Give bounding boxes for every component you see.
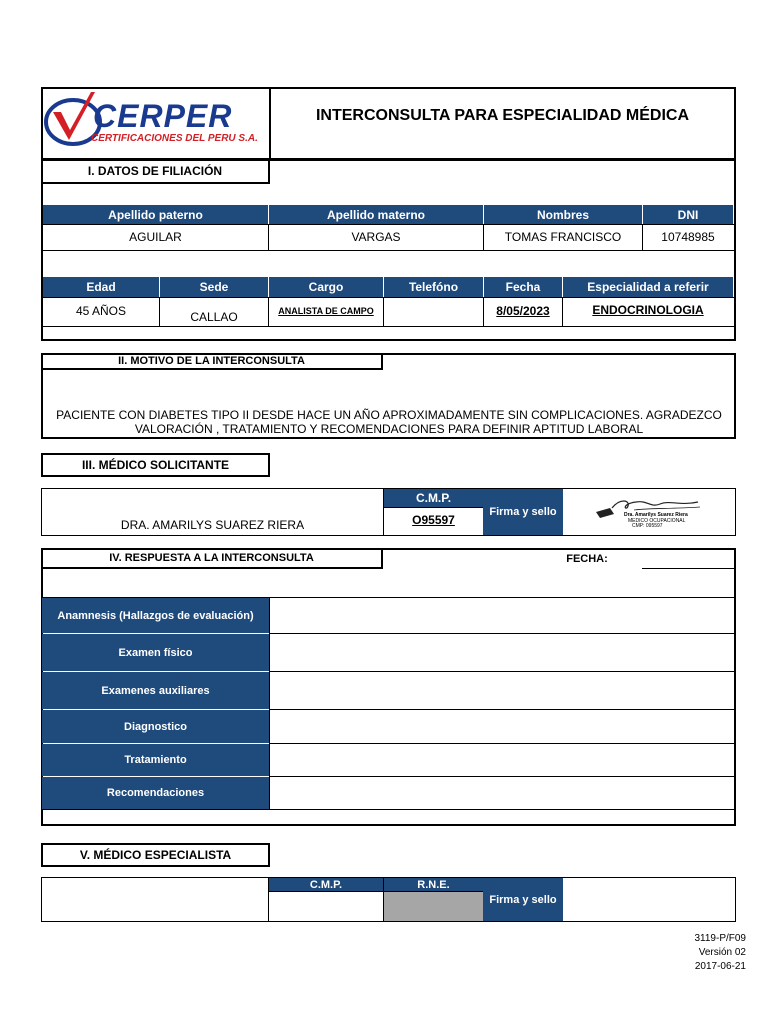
- section-1-title: I. DATOS DE FILIACIÓN: [42, 160, 270, 184]
- page-title: INTERCONSULTA PARA ESPECIALIDAD MÉDICA: [315, 107, 690, 124]
- header-telefono: Telefóno: [384, 277, 483, 297]
- header-apellido-paterno: Apellido paterno: [43, 205, 268, 224]
- motivo-line-1: PACIENTE CON DIABETES TIPO II DESDE HACE UN AÑO APROXIMADAMENTE SIN COMPLICACIONES. AGRADEZCO: [56, 408, 722, 422]
- value-telefono: [384, 301, 483, 321]
- value-fecha: 8/05/2023: [496, 304, 550, 318]
- header-nombres: Nombres: [484, 205, 642, 224]
- field-examenes-auxiliares[interactable]: [270, 672, 734, 709]
- motivo-line-2: VALORACIÓN , TRATAMIENTO Y RECOMENDACIONES PARA DEFINIR APTITUD LABORAL: [134, 422, 644, 436]
- field-diagnostico[interactable]: [270, 710, 734, 743]
- doctor-name: DRA. AMARILYS SUAREZ RIERA: [120, 518, 305, 532]
- form-code: 3119-P/F09: [694, 933, 746, 944]
- firma-label: Firma y sello: [483, 489, 563, 535]
- row-tratamiento: Tratamiento: [42, 744, 269, 776]
- especialista-rne-label: R.N.E.: [384, 878, 483, 891]
- field-examen-fisico[interactable]: [270, 634, 734, 671]
- especialista-cmp-field[interactable]: [269, 892, 383, 921]
- document-footer: [600, 932, 746, 974]
- field-recomendaciones[interactable]: [270, 777, 734, 809]
- value-apellido-materno: VARGAS: [351, 230, 401, 244]
- stamp-cmp: CMP: 095597: [632, 523, 663, 529]
- motivo-text: [44, 408, 734, 436]
- form-date: 2017-06-21: [694, 961, 746, 972]
- section-5-title: V. MÉDICO ESPECIALISTA: [41, 843, 270, 867]
- especialista-rne-field[interactable]: [384, 892, 483, 921]
- fecha-label: FECHA:: [566, 553, 608, 565]
- row-examen-fisico: Examen físico: [42, 634, 269, 671]
- stamp-role: MEDICO OCUPACIONAL: [628, 518, 686, 524]
- value-especialidad: ENDOCRINOLOGIA: [592, 303, 704, 317]
- header-dni: DNI: [643, 205, 733, 224]
- header-sede: Sede: [160, 277, 268, 297]
- cmp-label: C.M.P.: [384, 489, 483, 507]
- header-apellido-materno: Apellido materno: [269, 205, 483, 224]
- value-nombres: TOMAS FRANCISCO: [504, 230, 622, 244]
- value-dni: 10748985: [661, 230, 715, 244]
- value-apellido-paterno: AGUILAR: [129, 230, 182, 244]
- field-anamnesis[interactable]: [270, 598, 734, 633]
- especialista-firma-label: Firma y sello: [483, 878, 563, 921]
- section-2-title: II. MOTIVO DE LA INTERCONSULTA: [42, 354, 383, 370]
- fecha-line: [642, 568, 734, 569]
- cmp-value: O95597: [412, 513, 455, 527]
- company-logo: [43, 90, 267, 154]
- stamp-name: Dra. Amarilys Suarez Riera: [624, 512, 688, 518]
- doctor-stamp: [590, 494, 705, 530]
- value-cargo: ANALISTA DE CAMPO: [278, 306, 374, 316]
- field-tratamiento[interactable]: [270, 744, 734, 776]
- header-especialidad: Especialidad a referir: [563, 277, 733, 297]
- section-4-title: IV. RESPUESTA A LA INTERCONSULTA: [42, 549, 383, 569]
- header-fecha: Fecha: [484, 277, 562, 297]
- value-edad: 45 AÑOS: [75, 304, 127, 318]
- section-3-title: III. MÉDICO SOLICITANTE: [41, 453, 270, 477]
- row-examenes-auxiliares: Examenes auxiliares: [42, 672, 269, 709]
- row-diagnostico: Diagnostico: [42, 710, 269, 743]
- row-anamnesis: Anamnesis (Hallazgos de evaluación): [42, 598, 269, 633]
- especialista-cmp-label: C.M.P.: [269, 878, 383, 891]
- header-edad: Edad: [43, 277, 159, 297]
- logo-tagline: CERTIFICACIONES DEL PERU S.A.: [91, 133, 258, 144]
- header-cargo: Cargo: [269, 277, 383, 297]
- value-sede: CALLAO: [190, 310, 238, 324]
- row-recomendaciones: Recomendaciones: [42, 777, 269, 809]
- logo-brand: CERPER: [93, 98, 233, 134]
- form-version: Versión 02: [698, 947, 746, 958]
